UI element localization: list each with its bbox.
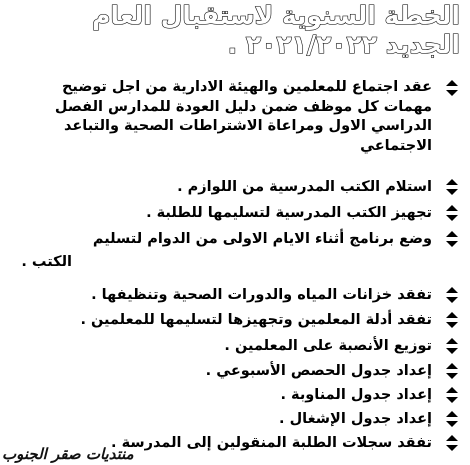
bullet-icon [442,336,462,356]
bullet-icon [442,385,462,405]
list-item: تجهيز الكتب المدرسية لتسليمها للطلبة . [146,205,432,221]
list-item: توزيع الأنصبة على المعلمين . [224,338,432,354]
bullet-icon [442,409,462,429]
list-item: إعداد جدول الحصص الأسبوعي . [205,363,432,379]
list-item: وضع برنامج أثناء الايام الاولى من الدوام لتسليم [92,231,432,247]
bullet-icon [442,361,462,381]
list-item: تفقد أدلة المعلمين وتجهيزها لتسليمها للمعلمين . [80,312,432,328]
list-item-continuation: الكتب . [21,254,72,270]
list-item: استلام الكتب المدرسية من اللوازم . [177,179,432,195]
bullet-icon [442,310,462,330]
list-item: عقد اجتماع للمعلمين والهيئة الادارية من اجل توضيح مهمات كل موظف ضمن دليل العودة للمدارس الفصل الدراسي الاول ومراعاة الاشتراطات الصحية والتباعد الاجتماعي [54,79,432,154]
bullet-icon [442,433,462,453]
bullet-icon [442,177,462,197]
list-item: تفقد سجلات الطلبة المنقولين إلى المدرسة . [111,435,432,451]
bullet-icon [442,203,462,223]
bullet-icon [442,229,462,249]
list-item: تفقد خزانات المياه والدورات الصحية وتنظيفها . [91,287,432,303]
title-line-2: الجديد ٢٠٢١/٢٠٢٢ . [227,30,460,59]
list-item: إعداد جدول الإشغال . [279,411,432,427]
list-item: إعداد جدول المناوبة . [280,387,432,403]
bullet-icon [442,285,462,305]
forum-watermark: منتديات صقر الجنوب [2,445,134,463]
title-line-1: الخطة السنوية لاستقبال العام [92,1,460,30]
bullet-icon [442,78,462,98]
